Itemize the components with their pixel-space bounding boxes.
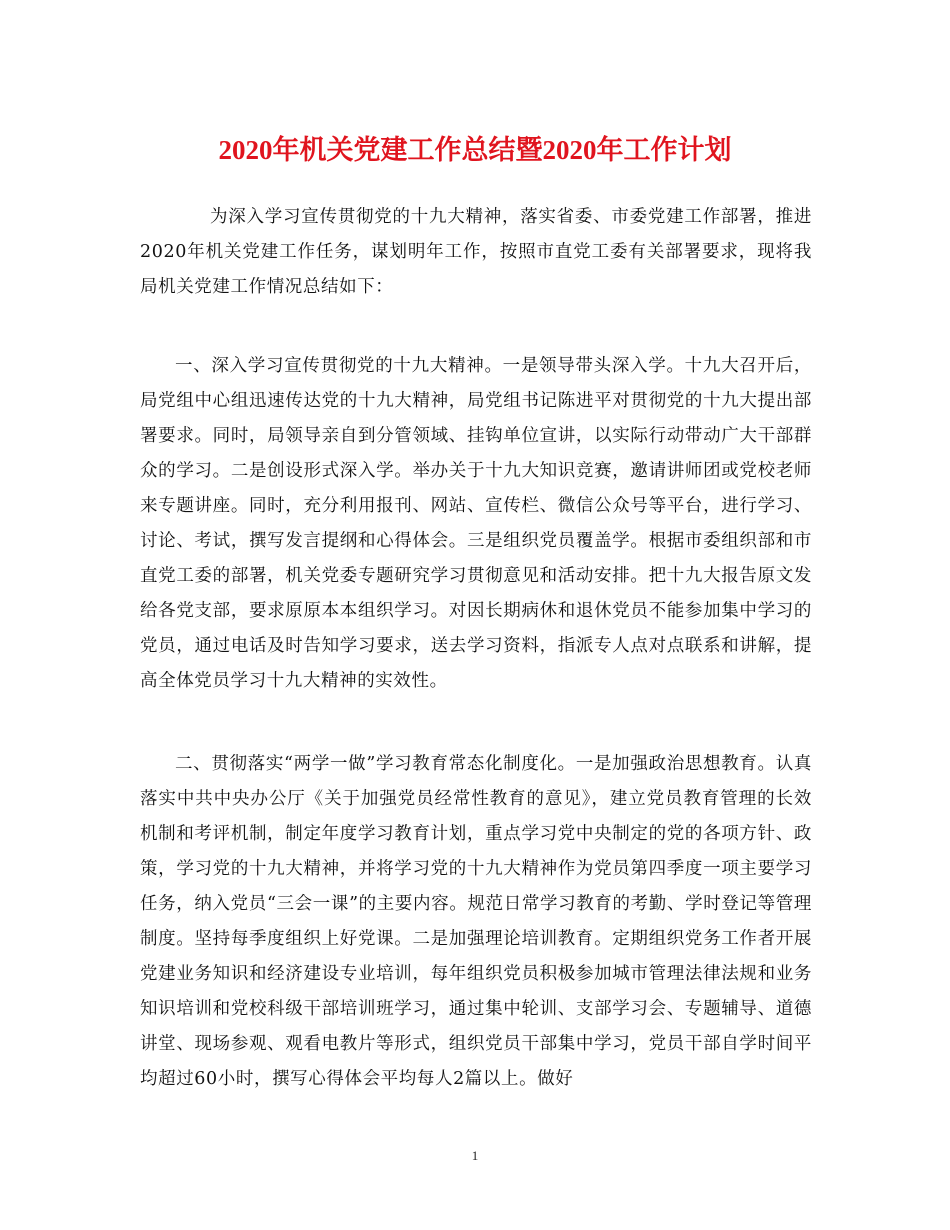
section-two-paragraph: 二、贯彻落实“两学一做”学习教育常态化制度化。一是加强政治思想教育。认真落实中共中央办公厅《关于加强党员经常性教育的意见》，建立党员教育管理的长效机制和考评机制，制定年度学习教育计划，重点学习党中央制定的党的各项方针、政策，学习党的十九大精神，并将学习党的十九大精神作为党员第四季度一项主要学习任务，纳入党员“三会一课”的主要内容。规范日常学习教育的考勤、学时登记等管理制度。坚持每季度组织上好党课。二是加强理论培训教育。定期组织党务工作者开展党建业务知识和经济建设专业培训，每年组织党员积极参加城市管理法律法规和业务知识培训和党校科级干部培训班学习，通过集中轮训、支部学习会、专题辅导、道德讲堂、现场参观、观看电教片等形式，组织党员干部集中学习，党员干部自学时间平均超过60小时，撰写心得体会平均每人2篇以上。做好 [140,754,812,1089]
page-number: 1 [471,1148,479,1163]
section-one-paragraph: 一、深入学习宣传贯彻党的十九大精神。一是领导带头深入学。十九大召开后，局党组中心组迅速传达党的十九大精神，局党组书记陈进平对贯彻党的十九大提出部署要求。同时，局领导亲自到分管领域、挂钩单位宣讲，以实际行动带动广大干部群众的学习。二是创设形式深入学。举办关于十九大知识竞赛，邀请讲师团或党校老师来专题讲座。同时，充分利用报刊、网站、宣传栏、微信公众号等平台，进行学习、讨论、考试，撰写发言提纲和心得体会。三是组织党员覆盖学。根据市委组织部和市直党工委的部署，机关党委专题研究学习贯彻意见和活动安排。把十九大报告原文发给各党支部，要求原原本本组织学习。对因长期病休和退休党员不能参加集中学习的党员，通过电话及时告知学习要求，送去学习资料，指派专人点对点联系和讲解，提高全体党员学习十九大精神的实效性。 [140,356,812,691]
document-title: 2020年机关党建工作总结暨2020年工作计划 [218,135,732,165]
intro-paragraph: 为深入学习宣传贯彻党的十九大精神，落实省委、市委党建工作部署，推进2020年机关党建工作任务，谋划明年工作，按照市直党工委有关部署要求，现将我局机关党建工作情况总结如下： [140,207,812,297]
